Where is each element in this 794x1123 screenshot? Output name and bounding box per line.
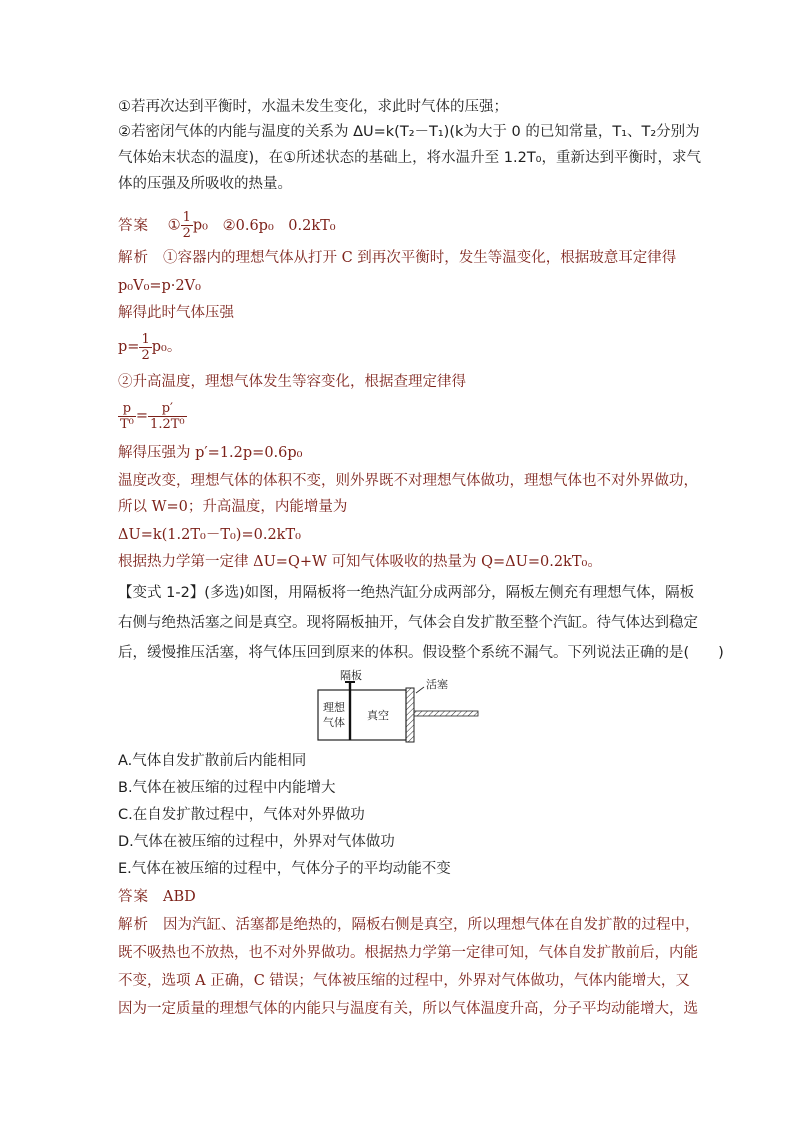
piston <box>406 688 414 742</box>
analysis-1-line-8: 温度改变，理想气体的体积不变，则外界既不对理想气体做功，理想气体也不对外界做功， <box>118 473 698 489</box>
analysis-1-line-3: 解得此时气体压强 <box>118 305 234 321</box>
analysis-2-line-2: 既不吸热也不放热，也不对外界做功。根据热力学第一定律可知，气体自发扩散前后，内能 <box>118 945 698 961</box>
option-a: A.气体自发扩散前后内能相同 <box>118 753 307 769</box>
option-b: B.气体在被压缩的过程中内能增大 <box>118 780 336 796</box>
gas-label-1: 理想 <box>323 701 345 714</box>
piston-leader <box>416 687 424 693</box>
analysis-1-line-1: 解析 ①容器内的理想气体从打开 C 到再次平衡时，发生等温变化，根据玻意耳定律得 <box>118 250 677 266</box>
option-d: D.气体在被压缩的过程中，外界对气体做功 <box>118 834 395 850</box>
question-part-2-line-2: 气体始末状态的温度)，在①所述状态的基础上，将水温升至 1.2T₀，重新达到平衡时，求气 <box>118 150 701 166</box>
variant-line-3: 后，缓慢推压活塞，将气体压回到原来的体积。假设整个系统不漏气。下列说法正确的是( ) <box>118 645 724 661</box>
question-part-2-line-3: 体的压强及所吸收的热量。 <box>118 176 292 192</box>
analysis-2-line-1: 解析 因为汽缸、活塞都是绝热的，隔板右侧是真空，所以理想气体在自发扩散的过程中， <box>118 917 700 933</box>
analysis-label: 解析 <box>118 250 149 266</box>
answer-label: 答案 <box>118 889 149 905</box>
analysis-1-line-11: 根据热力学第一定律 ΔU=Q+W 可知气体吸收的热量为 Q=ΔU=0.2kT₀。 <box>118 554 602 570</box>
answer-label: 答案 <box>118 217 149 234</box>
piston-rod <box>414 711 478 716</box>
fraction: $\frac{1}{2}$ <box>182 210 191 241</box>
cylinder-wall <box>318 690 406 740</box>
cylinder-diagram-svg <box>312 668 482 744</box>
partition-label: 隔板 <box>340 669 362 682</box>
analysis-2-line-3: 不变，选项 A 正确，C 错误；气体被压缩的过程中，外界对气体做功，气体内能增大，又 <box>118 973 690 989</box>
piston-label: 活塞 <box>426 678 448 691</box>
fraction: $\frac{1}{2}$ <box>141 331 150 363</box>
fraction: $\frac{p'}{\text{1.2T⁰}}$ <box>150 400 185 432</box>
answer-2: 答案 ABD <box>118 889 196 905</box>
analysis-label: 解析 <box>118 917 149 933</box>
analysis-2-line-4: 因为一定质量的理想气体的内能只与温度有关，所以气体温度升高，分子平均动能增大，选 <box>118 1001 698 1017</box>
gas-label-2: 气体 <box>323 716 345 729</box>
analysis-1-line-4: p= $\frac{1}{2}$ p₀。 <box>118 331 182 363</box>
analysis-1-line-9: 所以 W=0；升高温度，内能增量为 <box>118 499 348 515</box>
option-e: E.气体在被压缩的过程中，气体分子的平均动能不变 <box>118 861 451 877</box>
analysis-1-line-7: 解得压强为 p′=1.2p=0.6p₀ <box>118 445 303 461</box>
fraction: $\frac{p}{\text{T⁰}}$ <box>120 400 134 432</box>
analysis-1-line-10: ΔU=k(1.2T₀－T₀)=0.2kT₀ <box>118 527 301 543</box>
question-part-2-line-1: ②若密闭气体的内能与温度的关系为 ΔU=k(T₂－T₁)(k为大于 0 的已知常量，T₁、T₂分别为 <box>118 124 700 140</box>
analysis-1-line-6: $\frac{p}{\text{T⁰}}$ = $\frac{p'}{\text{1.2T⁰}}$ <box>120 400 185 432</box>
variant-line-2: 右侧与绝热活塞之间是真空。现将隔板抽开，气体会自发扩散至整个汽缸。待气体达到稳定 <box>118 615 698 631</box>
variant-line-1: 【变式 1-2】(多选)如图，用隔板将一绝热汽缸分成两部分，隔板左侧充有理想气体，隔板 <box>118 585 695 601</box>
variant-tag: 【变式 1-2】 <box>118 585 205 601</box>
cylinder-diagram <box>312 668 482 744</box>
option-c: C.在自发扩散过程中，气体对外界做功 <box>118 807 365 823</box>
answer-1: 答案 ① $\frac{1}{2}$ p₀ ②0.6p₀ 0.2kT₀ <box>118 210 336 241</box>
question-part-1: ①若再次达到平衡时，水温未发生变化，求此时气体的压强； <box>118 99 508 115</box>
analysis-1-line-2: p₀V₀=p·2V₀ <box>118 278 201 294</box>
analysis-1-line-5: ②升高温度，理想气体发生等容变化，根据查理定律得 <box>118 374 466 390</box>
vacuum-label: 真空 <box>367 709 389 722</box>
